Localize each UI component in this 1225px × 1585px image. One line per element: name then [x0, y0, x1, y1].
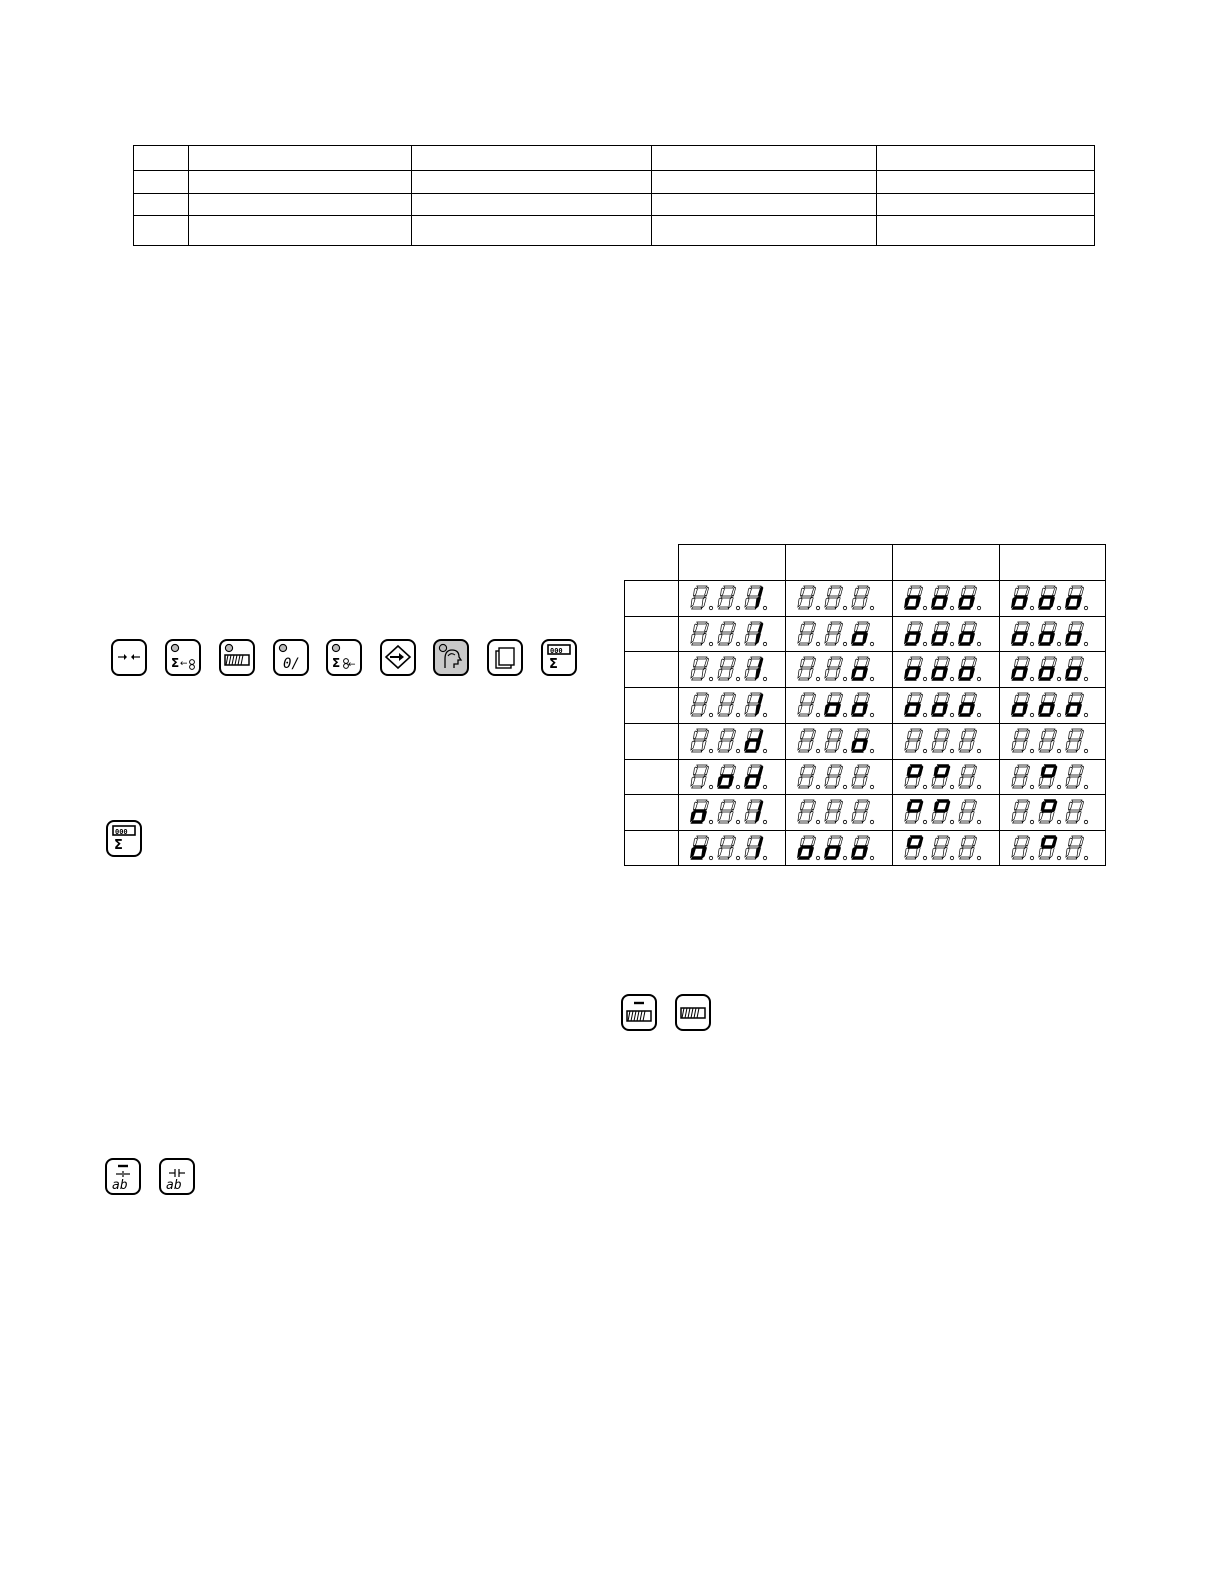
seven-segment-display [797, 692, 887, 719]
table-cell [412, 194, 652, 216]
seven-segment-display [1011, 764, 1101, 791]
seven-segment-display [690, 621, 780, 648]
table-rule [1105, 544, 1106, 866]
table-rule [624, 865, 1106, 866]
table-cell [652, 171, 877, 194]
table-rule [678, 544, 679, 866]
table-rule [624, 830, 1106, 831]
minus-barcode-key[interactable] [621, 994, 657, 1031]
svg-text:ab: ab [112, 1178, 128, 1193]
table-cell [877, 146, 1094, 171]
segment-display-table [624, 544, 1106, 866]
seven-segment-display [690, 799, 780, 826]
table-cell [134, 194, 189, 216]
narrow-width-icon [113, 641, 145, 674]
seven-segment-display [904, 728, 994, 755]
minus-barcode-icon [623, 996, 655, 1029]
minus-gap-key[interactable] [105, 1158, 141, 1195]
table-rule [624, 794, 1106, 795]
seven-segment-display [1011, 621, 1101, 648]
seven-segment-display [904, 692, 994, 719]
sum-return-icon [328, 641, 360, 674]
svg-text:000: 000 [115, 828, 128, 836]
seven-segment-display [904, 656, 994, 683]
table-cell [877, 216, 1094, 245]
top-table [133, 145, 1095, 246]
enter-arrow-icon [382, 641, 414, 674]
seven-segment-display [797, 764, 887, 791]
counter-sum-key[interactable] [541, 639, 577, 676]
seven-segment-display [904, 799, 994, 826]
seven-segment-display [1011, 656, 1101, 683]
narrow-width-key[interactable] [111, 639, 147, 676]
barcode-icon [677, 996, 709, 1029]
barcode-key[interactable] [675, 994, 711, 1031]
sum-reset-key[interactable] [165, 639, 201, 676]
table-rule [624, 759, 1106, 760]
svg-text:←: ← [348, 660, 356, 670]
table-rule [785, 544, 786, 866]
table-cell [134, 146, 189, 171]
table-cell [412, 171, 652, 194]
table-cell [652, 216, 877, 245]
table-rule [624, 687, 1106, 688]
table-cell [652, 146, 877, 171]
seven-segment-display [690, 585, 780, 612]
table-rule [999, 544, 1000, 866]
sum-return-key[interactable] [326, 639, 362, 676]
svg-text:Σ: Σ [549, 657, 558, 672]
counter-sum-icon [108, 822, 140, 855]
zero-slash-icon [275, 641, 307, 674]
seven-segment-display [904, 585, 994, 612]
table-cell [134, 216, 189, 245]
seven-segment-display [1011, 799, 1101, 826]
gap-adjust-key[interactable] [159, 1158, 195, 1195]
table-cell [412, 146, 652, 171]
table-cell [189, 216, 412, 245]
seven-segment-display [690, 835, 780, 862]
table-cell [134, 171, 189, 194]
seven-segment-display [797, 656, 887, 683]
table-cell [877, 171, 1094, 194]
table-rule [624, 616, 1106, 617]
gap-adjust-icon [161, 1160, 193, 1193]
enter-arrow-key[interactable] [380, 639, 416, 676]
table-rule [624, 580, 1106, 581]
table-cell [189, 194, 412, 216]
copy-pages-icon [489, 641, 521, 674]
svg-text:Σ: Σ [171, 656, 180, 670]
minus-gap-icon [107, 1160, 139, 1193]
table-rule [624, 723, 1106, 724]
operator-head-icon [435, 641, 467, 674]
seven-segment-display [904, 621, 994, 648]
table-rule [624, 651, 1106, 652]
table-cell [877, 194, 1094, 216]
barcode-mode-icon [221, 641, 253, 674]
copy-pages-key[interactable] [487, 639, 523, 676]
seven-segment-display [904, 764, 994, 791]
table-cell [189, 171, 412, 194]
svg-text:ab: ab [166, 1178, 182, 1193]
table-cell [189, 146, 412, 171]
seven-segment-display [1011, 585, 1101, 612]
svg-text:Σ: Σ [114, 838, 123, 853]
seven-segment-display [690, 764, 780, 791]
operator-head-key[interactable] [433, 639, 469, 676]
table-rule [892, 544, 893, 866]
seven-segment-display [904, 835, 994, 862]
svg-text:000: 000 [550, 647, 563, 655]
seven-segment-display [797, 728, 887, 755]
counter-sum-icon [543, 641, 575, 674]
seven-segment-display [1011, 692, 1101, 719]
seven-segment-display [690, 728, 780, 755]
seven-segment-display [690, 692, 780, 719]
svg-text:Σ: Σ [332, 656, 341, 670]
counter-sum-key[interactable] [106, 820, 142, 857]
seven-segment-display [1011, 835, 1101, 862]
svg-text:0/: 0/ [283, 656, 300, 672]
sum-reset-icon [167, 641, 199, 674]
table-cell [412, 216, 652, 245]
barcode-mode-key[interactable] [219, 639, 255, 676]
zero-slash-key[interactable] [273, 639, 309, 676]
table-cell [652, 194, 877, 216]
seven-segment-display [797, 799, 887, 826]
seven-segment-display [1011, 728, 1101, 755]
svg-text:←: ← [180, 659, 188, 669]
seven-segment-display [690, 656, 780, 683]
seven-segment-display [797, 621, 887, 648]
seven-segment-display [797, 585, 887, 612]
seven-segment-display [797, 835, 887, 862]
